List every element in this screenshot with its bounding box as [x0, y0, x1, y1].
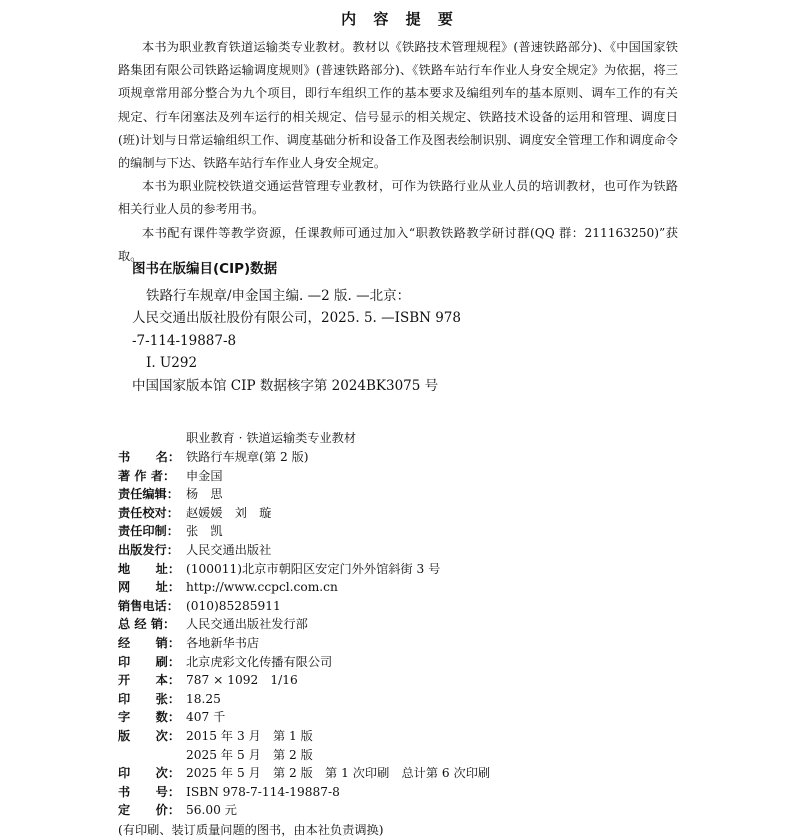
imprint-value: 2025 年 5 月 第 2 版 — [186, 747, 313, 762]
imprint-row — [118, 522, 718, 541]
imprint-value: http://www.ccpcl.com.cn — [186, 580, 338, 595]
imprint-value: 人民交通出版社 — [186, 542, 272, 557]
imprint-label: 出版发行： — [118, 542, 179, 557]
imprint-row — [118, 764, 718, 783]
imprint-value: 2015 年 3 月 第 1 版 — [186, 728, 313, 743]
imprint-label — [118, 746, 186, 765]
imprint-label: 定 价： — [118, 803, 181, 818]
imprint-row — [118, 746, 718, 765]
imprint-label: 开 本： — [118, 673, 181, 688]
imprint-row — [118, 485, 718, 504]
imprint-row — [118, 671, 718, 690]
imprint-label: 责任校对： — [118, 505, 179, 520]
imprint-value: 2025 年 5 月 第 2 版 第 1 次印刷 总计第 6 次印刷 — [186, 766, 491, 781]
imprint-row — [118, 560, 718, 579]
imprint-row — [118, 467, 718, 486]
cip-line: 人民交通出版社股份有限公司，2025. 5. —ISBN 978 — [132, 310, 461, 326]
imprint-value: ISBN 978-7-114-19887-8 — [186, 784, 340, 799]
imprint-row — [118, 801, 718, 820]
imprint-label: 印 次： — [118, 766, 181, 781]
summary-paragraph: 本书为职业院校铁道交通运营管理专业教材，可作为铁路行业从业人员的培训教材，也可作为铁路相关行业人员的参考用书。 — [118, 179, 678, 217]
imprint-label: 总 经 销： — [118, 617, 176, 632]
imprint-row — [118, 783, 718, 802]
imprint-row — [118, 615, 718, 634]
imprint-row — [118, 690, 718, 709]
imprint-label: 书 名： — [118, 450, 181, 464]
summary-section — [118, 36, 678, 268]
imprint-row — [118, 541, 718, 560]
imprint-value: 18.25 — [186, 691, 221, 706]
imprint-label: 印 张： — [118, 691, 181, 706]
imprint-label: 印 刷： — [118, 654, 181, 669]
cip-line: 中国国家版本馆 CIP 数据核字第 2024BK3075 号 — [132, 377, 439, 394]
imprint-row — [118, 504, 718, 523]
imprint-value: 787 × 1092 1/16 — [186, 673, 298, 688]
imprint-value: 56.00 元 — [186, 803, 237, 818]
imprint-value: 杨 思 — [186, 487, 223, 502]
imprint-label: 网 址： — [118, 580, 181, 595]
imprint-label: 字 数： — [118, 710, 181, 725]
imprint-rows — [118, 448, 718, 820]
imprint-row — [118, 708, 718, 727]
cip-section — [132, 258, 572, 397]
imprint-label: 责任编辑： — [118, 487, 179, 502]
imprint-value: 407 千 — [186, 710, 226, 725]
imprint-value: 赵媛媛 刘 璇 — [186, 505, 272, 520]
summary-paragraph: 本书配有课件等教学资源，任课教师可通过加入“职教铁路教学研讨群(QQ 群：211163250)”获取。 — [118, 225, 678, 263]
imprint-label: 书 号： — [118, 784, 181, 799]
imprint-value: (010)85285911 — [186, 598, 281, 613]
imprint-label: 著 作 者： — [118, 468, 176, 483]
cip-line: Ⅰ. U292 — [146, 355, 198, 371]
imprint-label: 经 销： — [118, 635, 181, 650]
imprint-label: 责任印制： — [118, 524, 179, 539]
summary-paragraph: 本书为职业教育铁道运输类专业教材。教材以《铁路技术管理规程》(普速铁路部分)、《中国国家铁路集团有限公司铁路运输调度规则》(普速铁路部分)、《铁路车站行车作业人身安全规定》为依据，将三项规章常用部分整合为九个项目，即行车组织工作的基本要求及编组列车的基本原则、调车工作的有关规定、行车闭塞法及列车运行的相关规定、信号显示的相关规定、铁路技术设备的运用和管理、调度日(班)计划与日常运输组织工作、调度基础分析和设备工作及图表绘制识别、调度安全管理工作和调度命令的编制与下达、铁路车站行车作业人身安全规定。 — [118, 40, 678, 171]
series-line: 职业教育 · 铁道运输类专业教材 — [186, 431, 357, 445]
imprint-label: 版 次： — [118, 728, 181, 743]
quality-footnote: (有印刷、装订质量问题的图书，由本社负责调换) — [118, 822, 384, 837]
imprint-value: (100011)北京市朝阳区安定门外外馆斜街 3 号 — [186, 561, 441, 576]
imprint-row — [118, 597, 718, 616]
imprint-row — [118, 653, 718, 672]
imprint-value: 申金国 — [186, 468, 223, 483]
imprint-row — [118, 578, 718, 597]
page-title: 内 容 提 要 — [341, 10, 459, 28]
cip-line: -7-114-19887-8 — [132, 332, 237, 349]
imprint-value: 北京虎彩文化传播有限公司 — [186, 654, 333, 669]
imprint-row — [118, 448, 718, 467]
imprint-value: 各地新华书店 — [186, 635, 260, 650]
cip-line: 铁路行车规章/申金国主编. —2 版. —北京： — [146, 287, 411, 304]
imprint-value: 铁路行车规章(第 2 版) — [186, 450, 309, 464]
imprint-row — [118, 727, 718, 746]
imprint-value: 张 凯 — [186, 524, 223, 539]
imprint-label: 销售电话： — [118, 598, 179, 613]
imprint-value: 人民交通出版社发行部 — [186, 617, 308, 632]
imprint-section — [118, 428, 718, 840]
imprint-label: 地 址： — [118, 561, 181, 576]
imprint-row — [118, 634, 718, 653]
cip-heading: 图书在版编目(CIP)数据 — [132, 261, 278, 277]
